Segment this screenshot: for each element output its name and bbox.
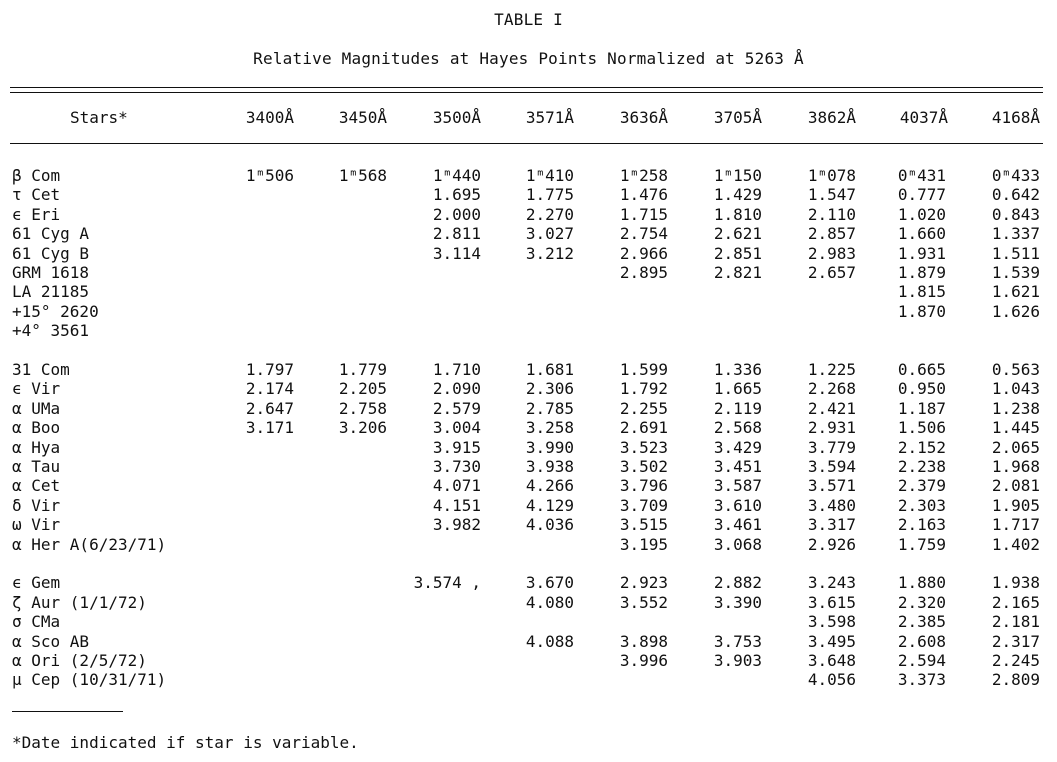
header-3862: 3862Å [807, 108, 856, 127]
star-name: α Ori (2/5/72) [12, 650, 147, 670]
table-cell: 3.594 [807, 456, 856, 476]
table-row [0, 418, 1057, 437]
table-cell: 2.379 [897, 476, 946, 496]
table-cell: 2.152 [897, 437, 946, 457]
table-cell: 2.165 [991, 592, 1040, 612]
table-cell: 2.931 [807, 418, 856, 438]
table-cell: 2.000 [432, 204, 481, 224]
table-cell: 1.717 [991, 515, 1040, 535]
table-cell: 1ᵐ258 [619, 166, 668, 185]
table-cell: 1.626 [991, 301, 1040, 321]
table-cell: 3.004 [432, 418, 481, 438]
star-name: +15° 2620 [12, 301, 99, 321]
table-cell: 2.421 [807, 398, 856, 418]
table-cell: 2.306 [525, 379, 574, 399]
table-cell: 2.882 [713, 573, 762, 593]
header-3400: 3400Å [245, 108, 294, 127]
table-cell: 1.506 [897, 418, 946, 438]
table-cell: 3.753 [713, 631, 762, 651]
table-row [0, 670, 1057, 689]
star-name: μ Cep (10/31/71) [12, 670, 167, 690]
table-cell: 0.665 [897, 360, 946, 380]
table-cell: 2.119 [713, 398, 762, 418]
table-cell: 3.373 [897, 670, 946, 690]
table-row [0, 476, 1057, 495]
table-row [0, 535, 1057, 554]
star-name: 31 Com [12, 360, 70, 380]
star-name: GRM 1618 [12, 262, 90, 282]
table-cell: 0.777 [897, 185, 946, 205]
table-cell: 3.429 [713, 437, 762, 457]
table-cell: 3.915 [432, 437, 481, 457]
table-cell: 1.337 [991, 224, 1040, 244]
star-name: α Hya [12, 437, 61, 457]
table-cell: 4.056 [807, 670, 856, 690]
table-row [0, 360, 1057, 379]
table-cell: 1.759 [897, 534, 946, 554]
table-row [0, 457, 1057, 476]
table-cell: 1.810 [713, 204, 762, 224]
table-cell: 1.599 [619, 360, 668, 380]
table-cell: 3.171 [245, 418, 294, 438]
table-cell: 3.206 [338, 418, 387, 438]
star-name: ϵ Vir [12, 379, 61, 399]
table-cell: 1.938 [991, 573, 1040, 593]
table-cell: 3.615 [807, 592, 856, 612]
star-name: 61 Cyg A [12, 224, 90, 244]
table-row [0, 573, 1057, 592]
table-cell: 3.212 [525, 243, 574, 263]
table-cell: 3.317 [807, 515, 856, 535]
table-cell: 2.621 [713, 224, 762, 244]
table-cell: 1.715 [619, 204, 668, 224]
table-cell: 3.982 [432, 515, 481, 535]
footnote: *Date indicated if star is variable. [12, 733, 359, 752]
table-row [0, 496, 1057, 515]
table-cell: 2.303 [897, 495, 946, 515]
table-cell: 3.898 [619, 631, 668, 651]
star-name: β Com [12, 166, 61, 185]
table-cell: 3.670 [525, 573, 574, 593]
table-cell: 1.931 [897, 243, 946, 263]
table-cell: 2.923 [619, 573, 668, 593]
table-cell: 2.163 [897, 515, 946, 535]
footnote-rule [12, 711, 123, 712]
table-row [0, 224, 1057, 243]
table-cell: 3.574 , [413, 573, 481, 593]
table-cell: 3.571 [807, 476, 856, 496]
table-cell: 1.695 [432, 185, 481, 205]
table-cell: 1.880 [897, 573, 946, 593]
table-row [0, 244, 1057, 263]
table-cell: 2.691 [619, 418, 668, 438]
star-name: α Cet [12, 476, 61, 496]
table-cell: 4.088 [525, 631, 574, 651]
table-row [0, 651, 1057, 670]
table-row [0, 166, 1057, 185]
header-3500: 3500Å [432, 108, 481, 127]
star-name: α Boo [12, 418, 61, 438]
table-cell: 2.811 [432, 224, 481, 244]
table-cell: 1.539 [991, 262, 1040, 282]
table-cell: 2.851 [713, 243, 762, 263]
table-cell: 1ᵐ078 [807, 166, 856, 185]
table-cell: 2.174 [245, 379, 294, 399]
table-cell: 1ᵐ410 [525, 166, 574, 185]
table-cell: 4.036 [525, 515, 574, 535]
table-cell: 2.268 [807, 379, 856, 399]
table-cell: 1.187 [897, 398, 946, 418]
table-cell: 2.608 [897, 631, 946, 651]
table-row [0, 321, 1057, 340]
table-cell: 2.966 [619, 243, 668, 263]
table-row [0, 399, 1057, 418]
table-cell: 3.502 [619, 456, 668, 476]
table-cell: 3.552 [619, 592, 668, 612]
table-cell: 2.983 [807, 243, 856, 263]
table-cell: 3.796 [619, 476, 668, 496]
star-name: α Sco AB [12, 631, 90, 651]
table-cell: 0.563 [991, 360, 1040, 380]
table-cell: 3.243 [807, 573, 856, 593]
table-cell: 3.996 [619, 650, 668, 670]
table-cell: 1ᵐ506 [245, 166, 294, 185]
row-group [0, 360, 1057, 554]
star-name: σ CMa [12, 612, 61, 632]
table-row [0, 185, 1057, 204]
star-name: +4° 3561 [12, 321, 90, 341]
table-cell: 2.317 [991, 631, 1040, 651]
header-4168: 4168Å [991, 108, 1040, 127]
table-cell: 3.587 [713, 476, 762, 496]
table-cell: 1.968 [991, 456, 1040, 476]
table-cell: 2.754 [619, 224, 668, 244]
table-cell: 2.594 [897, 650, 946, 670]
table-cell: 1.870 [897, 301, 946, 321]
table-row [0, 302, 1057, 321]
table-cell: 3.068 [713, 534, 762, 554]
table-cell: 2.245 [991, 650, 1040, 670]
table-cell: 4.080 [525, 592, 574, 612]
table-cell: 4.151 [432, 495, 481, 515]
table-cell: 4.266 [525, 476, 574, 496]
star-name: α Her A(6/23/71) [12, 534, 167, 554]
table-title: Relative Magnitudes at Hayes Points Normalized at 5263 Å [253, 49, 804, 68]
table-cell: 4.129 [525, 495, 574, 515]
table-cell: 1.238 [991, 398, 1040, 418]
table-cell: 1.775 [525, 185, 574, 205]
table-cell: 3.451 [713, 456, 762, 476]
table-cell: 3.779 [807, 437, 856, 457]
star-name: ζ Aur (1/1/72) [12, 592, 147, 612]
table-cell: 2.657 [807, 262, 856, 282]
table-cell: 3.610 [713, 495, 762, 515]
star-name: α Tau [12, 456, 61, 476]
table-cell: 2.785 [525, 398, 574, 418]
table-cell: 1.043 [991, 379, 1040, 399]
table-cell: 3.480 [807, 495, 856, 515]
table-row [0, 282, 1057, 301]
table-row [0, 379, 1057, 398]
table-row [0, 515, 1057, 534]
star-name: α UMa [12, 398, 61, 418]
table-cell: 3.461 [713, 515, 762, 535]
table-cell: 3.258 [525, 418, 574, 438]
table-row [0, 438, 1057, 457]
table-cell: 2.857 [807, 224, 856, 244]
table-cell: 3.598 [807, 612, 856, 632]
table-cell: 1.660 [897, 224, 946, 244]
table-cell: 4.071 [432, 476, 481, 496]
table-cell: 1.547 [807, 185, 856, 205]
row-group [0, 573, 1057, 689]
table-cell: 1.511 [991, 243, 1040, 263]
header-3636: 3636Å [619, 108, 668, 127]
table-cell: 2.926 [807, 534, 856, 554]
table-cell: 3.027 [525, 224, 574, 244]
table-cell: 3.903 [713, 650, 762, 670]
row-group [0, 166, 1057, 341]
star-name: ϵ Gem [12, 573, 61, 593]
table-cell: 3.730 [432, 456, 481, 476]
table-cell: 1ᵐ568 [338, 166, 387, 185]
table-cell: 2.205 [338, 379, 387, 399]
table-cell: 2.385 [897, 612, 946, 632]
header-stars: Stars* [70, 108, 128, 127]
table-cell: 3.523 [619, 437, 668, 457]
table-cell: 1.710 [432, 360, 481, 380]
table-cell: 1.476 [619, 185, 668, 205]
table-row [0, 263, 1057, 282]
table-row [0, 205, 1057, 224]
star-name: 61 Cyg B [12, 243, 90, 263]
table-cell: 1.665 [713, 379, 762, 399]
header-3705: 3705Å [713, 108, 762, 127]
table-cell: 1.792 [619, 379, 668, 399]
header-3571: 3571Å [525, 108, 574, 127]
table-cell: 2.895 [619, 262, 668, 282]
table-cell: 1.336 [713, 360, 762, 380]
table-cell: 1.905 [991, 495, 1040, 515]
table-row [0, 612, 1057, 631]
star-name: τ Cet [12, 185, 61, 205]
table-cell: 1.445 [991, 418, 1040, 438]
table-cell: 1.429 [713, 185, 762, 205]
table-row [0, 632, 1057, 651]
table-cell: 2.081 [991, 476, 1040, 496]
table-cell: 3.938 [525, 456, 574, 476]
header-rule [10, 143, 1043, 144]
star-name: ϵ Eri [12, 204, 61, 224]
table-cell: 3.709 [619, 495, 668, 515]
table-cell: 2.065 [991, 437, 1040, 457]
table-cell: 1ᵐ150 [713, 166, 762, 185]
table-cell: 1.225 [807, 360, 856, 380]
table-cell: 2.090 [432, 379, 481, 399]
table-cell: 2.110 [807, 204, 856, 224]
table-cell: 1.402 [991, 534, 1040, 554]
table-cell: 1.020 [897, 204, 946, 224]
star-name: δ Vir [12, 495, 61, 515]
table-cell: 1.621 [991, 282, 1040, 302]
table-cell: 3.390 [713, 592, 762, 612]
header-4037: 4037Å [899, 108, 948, 127]
table-cell: 1.779 [338, 360, 387, 380]
table-cell: 2.809 [991, 670, 1040, 690]
table-cell: 0ᵐ431 [897, 166, 946, 185]
header-3450: 3450Å [338, 108, 387, 127]
table-cell: 2.270 [525, 204, 574, 224]
table-cell: 0ᵐ433 [991, 166, 1040, 185]
table-cell: 3.990 [525, 437, 574, 457]
table-cell: 3.114 [432, 243, 481, 263]
table-cell: 1.681 [525, 360, 574, 380]
table-cell: 2.320 [897, 592, 946, 612]
star-name: LA 21185 [12, 282, 90, 302]
top-rule [10, 87, 1043, 88]
table-cell: 2.238 [897, 456, 946, 476]
table-cell: 1.815 [897, 282, 946, 302]
table-cell: 0.843 [991, 204, 1040, 224]
star-name: ω Vir [12, 515, 61, 535]
table-cell: 3.495 [807, 631, 856, 651]
table-row [0, 593, 1057, 612]
table-cell: 2.255 [619, 398, 668, 418]
table-cell: 2.181 [991, 612, 1040, 632]
table-cell: 2.758 [338, 398, 387, 418]
table-cell: 3.195 [619, 534, 668, 554]
table-cell: 2.821 [713, 262, 762, 282]
table-cell: 2.579 [432, 398, 481, 418]
table-cell: 2.647 [245, 398, 294, 418]
table-cell: 0.642 [991, 185, 1040, 205]
table-cell: 1.797 [245, 360, 294, 380]
table-label: TABLE I [494, 10, 563, 29]
table-body [0, 166, 1057, 690]
top-rule-double [10, 92, 1043, 93]
table-cell: 1.879 [897, 262, 946, 282]
table-cell: 0.950 [897, 379, 946, 399]
table-cell: 1ᵐ440 [432, 166, 481, 185]
table-cell: 3.515 [619, 515, 668, 535]
table-cell: 2.568 [713, 418, 762, 438]
table-cell: 3.648 [807, 650, 856, 670]
